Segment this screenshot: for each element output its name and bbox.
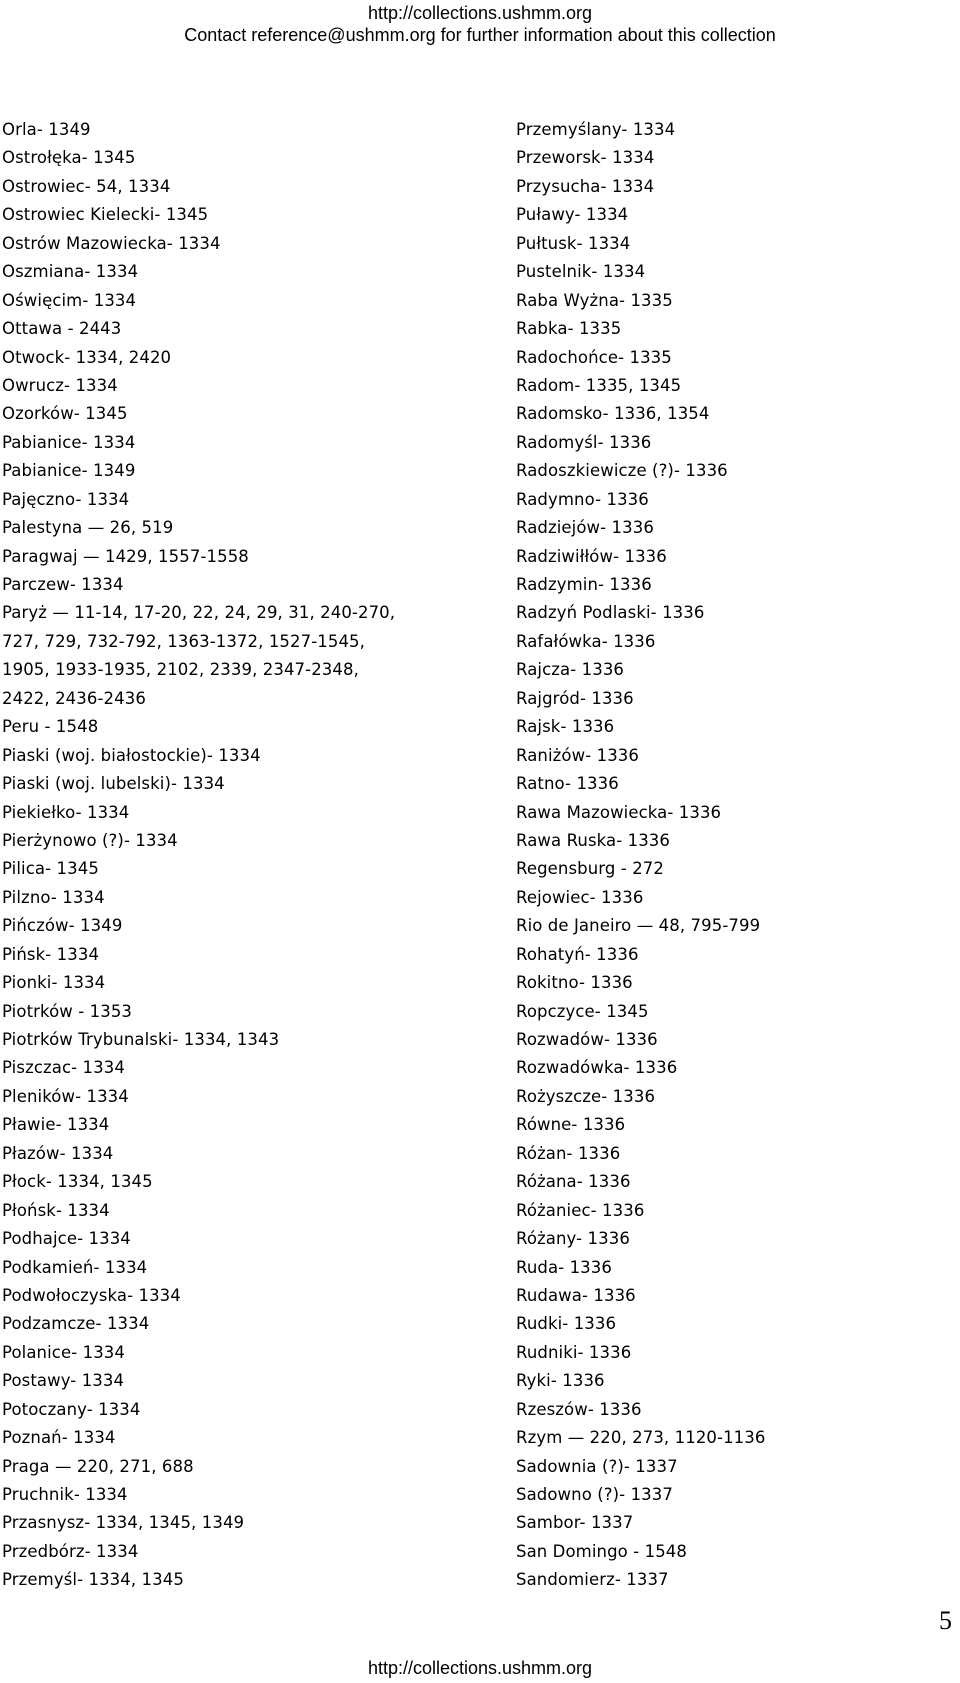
index-entry: Rohatyń- 1336: [516, 944, 639, 964]
index-entry: Sambor- 1337: [516, 1513, 634, 1533]
index-entry: Ratno- 1336: [516, 774, 619, 794]
index-entry: Rabka- 1335: [516, 319, 622, 339]
index-entry: Sadowno (?)- 1337: [516, 1485, 673, 1504]
index-entry: Rawa Mazowiecka- 1336: [516, 802, 722, 822]
index-entry: Różaniec- 1336: [516, 1200, 645, 1220]
index-entry: Rejowiec- 1336: [516, 887, 644, 907]
index-entry: Peru - 1548: [2, 717, 99, 737]
index-entry: Różana- 1336: [516, 1172, 631, 1192]
index-entry: Radomyśl- 1336: [516, 432, 652, 452]
index-entry: Piaski (woj. białostockie)- 1334: [2, 745, 261, 765]
index-entry: Pleników- 1334: [2, 1086, 129, 1106]
index-entry: Pajęczno- 1334: [2, 489, 130, 509]
index-entry: Piekiełko- 1334: [2, 802, 130, 822]
index-entry: Orla- 1349: [2, 120, 91, 139]
index-entry: Parczew- 1334: [2, 575, 124, 594]
index-entry: Rozwadówka- 1336: [516, 1058, 678, 1078]
index-entry: Podkamień- 1334: [2, 1257, 148, 1277]
index-entry: Rafałówka- 1336: [516, 631, 656, 651]
index-entry: Pilica- 1345: [2, 859, 99, 879]
index-entry: Praga — 220, 271, 688: [2, 1456, 194, 1476]
index-entry: Puławy- 1334: [516, 205, 629, 225]
index-entry: Rawa Ruska- 1336: [516, 830, 671, 850]
index-column-right: [516, 116, 765, 1595]
index-entry: Ropczyce- 1345: [516, 1001, 649, 1021]
index-entry: Podhajce- 1334: [2, 1229, 131, 1249]
index-entry: Rzeszów- 1336: [516, 1399, 642, 1419]
index-entry: Radom- 1335, 1345: [516, 375, 682, 395]
index-entry: Pułtusk- 1334: [516, 233, 631, 253]
index-entry: Rajgród- 1336: [516, 688, 634, 708]
index-entry: Płock- 1334, 1345: [2, 1172, 153, 1192]
index-entry: Piaski (woj. lubelski)- 1334: [2, 774, 225, 794]
index-entry: Płazów- 1334: [2, 1143, 114, 1163]
index-entry: Ruda- 1336: [516, 1257, 612, 1277]
index-entry: Ottawa - 2443: [2, 319, 122, 339]
index-entry: Oświęcim- 1334: [2, 290, 137, 310]
index-entry: Rajsk- 1336: [516, 717, 615, 737]
index-entry: Rokitno- 1336: [516, 973, 633, 993]
index-entry: Przemyśl- 1334, 1345: [2, 1570, 184, 1590]
index-entry: Radziwiłłów- 1336: [516, 546, 667, 566]
index-entry: Równe- 1336: [516, 1115, 626, 1135]
index-entry: Rudki- 1336: [516, 1314, 617, 1334]
index-entry: Radoszkiewicze (?)- 1336: [516, 461, 728, 481]
index-entry: Rożyszcze- 1336: [516, 1086, 656, 1106]
index-entry: Przeworsk- 1334: [516, 148, 655, 168]
index-entry: Sandomierz- 1337: [516, 1570, 669, 1590]
index-entry: Pierżynowo (?)- 1334: [2, 830, 178, 850]
index-entry: Pustelnik- 1334: [516, 262, 646, 282]
index-entry: Rudawa- 1336: [516, 1285, 636, 1305]
header-url: http://collections.ushmm.org: [367, 3, 593, 23]
index-entry: Ostrołęka- 1345: [2, 148, 136, 168]
page-number: 5: [939, 1606, 952, 1635]
index-entry: Radzyń Podlaski- 1336: [516, 603, 705, 623]
index-entry: Radymno- 1336: [516, 489, 649, 509]
index-entry: Palestyna — 26, 519: [2, 518, 174, 538]
index-entry: 2422, 2436-2436: [2, 688, 146, 708]
index-entry: Pińsk- 1334: [2, 944, 100, 964]
index-entry: Ryki- 1336: [516, 1371, 605, 1391]
index-entry: 1905, 1933-1935, 2102, 2339, 2347-2348,: [2, 660, 359, 680]
index-entry: Ostrowiec Kielecki- 1345: [2, 205, 209, 225]
footer-url: http://collections.ushmm.org: [367, 1658, 593, 1678]
index-entry: Rio de Janeiro — 48, 795-799: [516, 916, 761, 936]
index-entry: Płońsk- 1334: [2, 1200, 110, 1220]
index-entry: Polanice- 1334: [2, 1342, 126, 1362]
index-entry: Paragwaj — 1429, 1557-1558: [2, 546, 249, 566]
index-entry: Pławie- 1334: [2, 1115, 110, 1135]
index-entry: Regensburg - 272: [516, 859, 664, 879]
index-entry: San Domingo - 1548: [516, 1541, 688, 1561]
index-entry: Potoczany- 1334: [2, 1399, 141, 1419]
index-entry: Radzymin- 1336: [516, 575, 652, 594]
index-entry: Rudniki- 1336: [516, 1342, 632, 1362]
index-entry: Różan- 1336: [516, 1143, 621, 1163]
index-entry: Otwock- 1334, 2420: [2, 347, 172, 367]
index-entry: Pilzno- 1334: [2, 887, 105, 907]
index-entry: Radziejów- 1336: [516, 518, 654, 538]
index-entry: Pabianice- 1349: [2, 461, 136, 481]
index-entry: Ozorków- 1345: [2, 404, 128, 424]
index-entry: Piotrków - 1353: [2, 1001, 133, 1021]
index-entry: Poznań- 1334: [2, 1428, 116, 1448]
index-entry: Pińczów- 1349: [2, 916, 123, 936]
index-entry: Raba Wyżna- 1335: [516, 290, 673, 310]
index-entry: Piszczac- 1334: [2, 1058, 125, 1078]
index-entry: Postawy- 1334: [2, 1371, 125, 1391]
index-entry: Pabianice- 1334: [2, 432, 136, 452]
index-entry: Radomsko- 1336, 1354: [516, 404, 710, 424]
index-entry: Podzamcze- 1334: [2, 1314, 150, 1334]
index-entry: Podwołoczyska- 1334: [2, 1285, 181, 1305]
index-entry: Ostrowiec- 54, 1334: [2, 176, 171, 196]
index-column-left: [2, 116, 395, 1595]
index-entry: Paryż — 11-14, 17-20, 22, 24, 29, 31, 240-270,: [2, 603, 396, 623]
index-entry: Piotrków Trybunalski- 1334, 1343: [2, 1030, 280, 1049]
index-entry: Raniżów- 1336: [516, 745, 639, 765]
index-entry: Radochońce- 1335: [516, 347, 672, 367]
index-entry: Pruchnik- 1334: [2, 1485, 128, 1504]
index-entry: Rajcza- 1336: [516, 660, 625, 680]
header-contact-notice: Contact reference@ushmm.org for further information about this collection: [184, 25, 776, 45]
index-entry: 727, 729, 732-792, 1363-1372, 1527-1545,: [2, 631, 366, 651]
index-entry: Różany- 1336: [516, 1229, 630, 1249]
index-entry: Oszmiana- 1334: [2, 262, 139, 282]
index-entry: Rzym — 220, 273, 1120-1136: [516, 1428, 766, 1448]
index-entry: Przedbórz- 1334: [2, 1541, 139, 1561]
index-entry: Sadownia (?)- 1337: [516, 1456, 678, 1476]
index-entry: Przemyślany- 1334: [516, 120, 676, 139]
index-entry: Ostrów Mazowiecka- 1334: [2, 233, 221, 253]
index-entry: Przasnysz- 1334, 1345, 1349: [2, 1513, 245, 1533]
index-entry: Rozwadów- 1336: [516, 1030, 658, 1049]
index-entry: Owrucz- 1334: [2, 375, 118, 395]
index-entry: Przysucha- 1334: [516, 176, 655, 196]
index-entry: Pionki- 1334: [2, 973, 106, 993]
